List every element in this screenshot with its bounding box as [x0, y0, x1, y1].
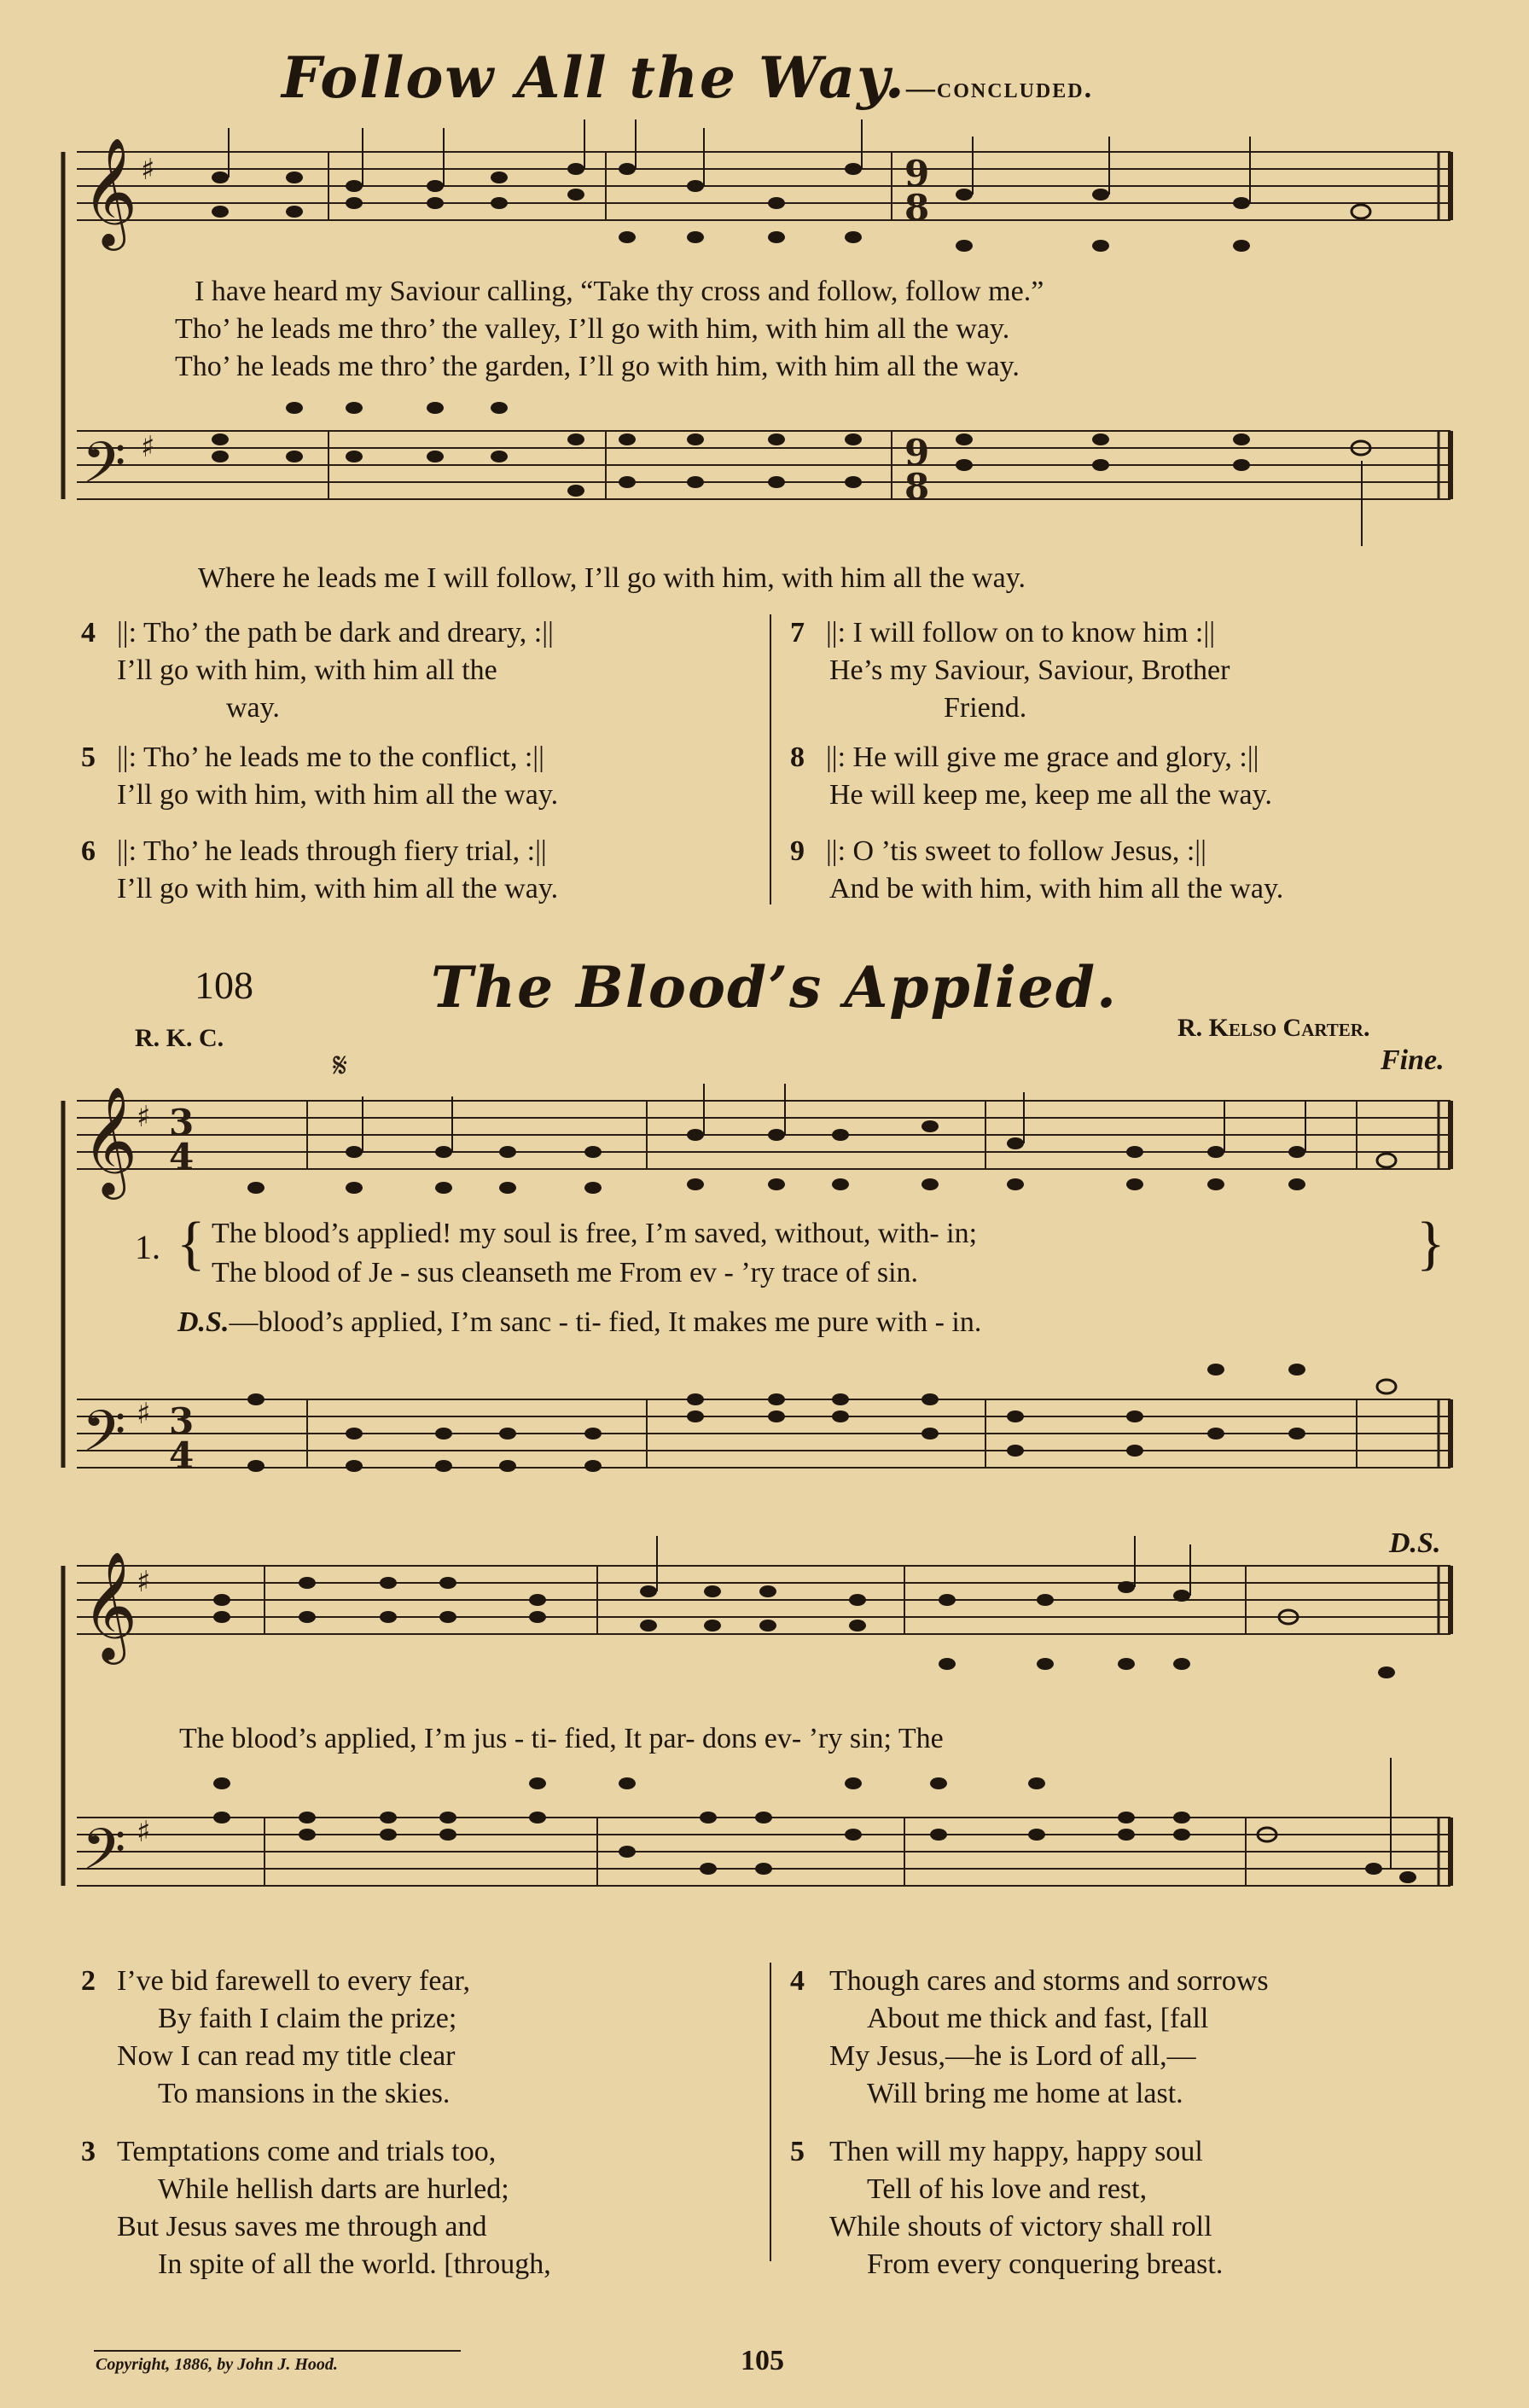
verse-line: I’ll go with him, with him all the way. [117, 873, 559, 904]
page-number: 105 [741, 2345, 784, 2376]
verse-line: Tell of his love and rest, [867, 2173, 1148, 2205]
hymn1-verse-7 [790, 614, 1230, 727]
hymn1-lyric-line-3: Tho’ he leads me thro’ the garden, I’ll go with him, with him all the way. [175, 351, 1020, 382]
verse-line: And be with him, with him all the way. [829, 873, 1284, 904]
verse-line: In spite of all the world. [through, [158, 2248, 551, 2280]
svg-text:♯: ♯ [137, 1397, 151, 1431]
hymn2-author-right: R. Kelso Carter. [1177, 1014, 1370, 1042]
verse-line: I’ve bid farewell to every fear, [117, 1965, 470, 1997]
hymn1-title: Follow All the Way. [282, 44, 906, 111]
verse-number: 2 [81, 1965, 96, 1997]
hymn2-verse-5 [790, 2133, 1223, 2283]
svg-text:𝄢: 𝄢 [82, 430, 126, 509]
verse-number: 7 [790, 617, 805, 649]
verse1-number: 1. [135, 1228, 160, 1266]
hymn2-title: The Blood’s Applied. [431, 954, 1118, 1021]
svg-text:3: 3 [169, 1400, 195, 1442]
hymn1-title-row [282, 44, 1305, 111]
ds-line-row [177, 1304, 981, 1341]
verse-line: My Jesus,—he is Lord of all,— [829, 2040, 1196, 2072]
hymn1-verse-6 [81, 833, 558, 908]
verse-line: While hellish darts are hurled; [158, 2173, 509, 2205]
right-brace: } [1416, 1211, 1445, 1277]
chorus-line: The blood’s applied, I’m jus - ti- fied, It par- dons ev- ’ry sin; The [179, 1723, 944, 1754]
verse-number: 9 [790, 835, 805, 867]
svg-text:♯: ♯ [137, 1815, 151, 1849]
copyright-notice: Copyright, 1886, by John J. Hood. [96, 2355, 338, 2374]
svg-text:3: 3 [169, 1102, 195, 1143]
verse-line: ||: O ’tis sweet to follow Jesus, :|| [826, 835, 1206, 867]
svg-text:8: 8 [904, 466, 930, 508]
svg-text:8: 8 [904, 187, 930, 229]
verse-line: But Jesus saves me through and [117, 2211, 487, 2242]
verse-number: 4 [81, 617, 96, 649]
verse-line: ||: Tho’ he leads through fiery trial, :|| [117, 835, 547, 867]
svg-text:𝄢: 𝄢 [82, 1399, 126, 1478]
svg-text:9: 9 [904, 153, 930, 195]
hymn2-verse-4 [790, 1963, 1269, 2113]
verse-line: ||: He will give me grace and glory, :|| [826, 742, 1259, 773]
verse1-line-a: The blood’s applied! my soul is free, I’m saved, without, with- in; [212, 1218, 978, 1249]
verse-line: ||: Tho’ he leads me to the conflict, :|| [117, 742, 544, 773]
verse-line: About me thick and fast, [fall [867, 2003, 1209, 2034]
hymn2-verse-3 [81, 2133, 551, 2283]
fine-marker: Fine. [1381, 1044, 1445, 1076]
ds-line: —blood’s applied, I’m sanc - ti- fied, It makes me pure with - in. [229, 1306, 982, 1338]
verse-line: By faith I claim the prize; [158, 2003, 457, 2034]
hymn1-verse-4 [81, 614, 554, 727]
hymn2-verse-2 [81, 1963, 470, 2113]
hymn2-number: 108 [195, 963, 253, 1007]
svg-text:𝄋: 𝄋 [333, 1046, 348, 1085]
svg-text:♯: ♯ [141, 153, 155, 187]
svg-text:4: 4 [169, 1434, 195, 1476]
verse-line: Will bring me home at last. [867, 2078, 1183, 2109]
staff-lines [77, 152, 1451, 220]
hymn1-lyric-bottom: Where he leads me I will follow, I’ll go with him, with him all the way. [198, 562, 1026, 594]
ds-marker: D.S. [1389, 1527, 1441, 1559]
verse-line: Then will my happy, happy soul [829, 2136, 1203, 2167]
verse-line: He’s my Saviour, Saviour, Brother [829, 654, 1230, 686]
svg-text:♯: ♯ [137, 1565, 151, 1599]
verse-line: I’ll go with him, with him all the way. [117, 779, 559, 811]
verse-number: 5 [790, 2136, 805, 2167]
left-brace: { [177, 1211, 206, 1277]
verse1-line-b: The blood of Je - sus cleanseth me From ev - ’ry trace of sin. [212, 1257, 919, 1288]
svg-text:♯: ♯ [137, 1100, 151, 1134]
verse-line: Though cares and storms and sorrows [829, 1965, 1269, 1997]
verse-line: To mansions in the skies. [158, 2078, 451, 2109]
hymn1-verse-8 [790, 739, 1272, 814]
verse-number: 3 [81, 2136, 96, 2167]
hymn1-lyric-line-1: I have heard my Saviour calling, “Take thy cross and follow, follow me.” [195, 276, 1044, 307]
hymn1-lyric-line-2: Tho’ he leads me thro’ the valley, I’ll go with him, with him all the way. [175, 313, 1010, 345]
ds-label: D.S. [177, 1306, 230, 1338]
svg-text:♯: ♯ [141, 430, 155, 464]
verse-number: 6 [81, 835, 96, 867]
verse-line: way. [226, 692, 280, 724]
hymn2-author-left: R. K. C. [135, 1024, 224, 1052]
verse-line: Now I can read my title clear [117, 2040, 456, 2072]
verse-line: Temptations come and trials too, [117, 2136, 497, 2167]
verse-line: ||: I will follow on to know him :|| [826, 617, 1215, 649]
hymn1-verse-9 [790, 833, 1283, 908]
svg-text:9: 9 [904, 432, 930, 474]
svg-text:4: 4 [169, 1136, 195, 1178]
verse-number: 4 [790, 1965, 805, 1997]
verse-line: From every conquering breast. [867, 2248, 1224, 2280]
svg-text:𝄢: 𝄢 [82, 1817, 126, 1896]
svg-text:𝄞: 𝄞 [82, 137, 138, 246]
svg-text:𝄞: 𝄞 [82, 1085, 138, 1195]
verse-line: He will keep me, keep me all the way. [829, 779, 1272, 811]
verse-line: I’ll go with him, with him all the [117, 654, 497, 686]
verse-number: 5 [81, 742, 96, 773]
verse-line: While shouts of victory shall roll [829, 2211, 1212, 2242]
verse-line: ||: Tho’ the path be dark and dreary, :|| [117, 617, 554, 649]
hymn1-title-suffix: —concluded. [905, 73, 1094, 104]
verse-line: Friend. [944, 692, 1027, 724]
svg-text:𝄞: 𝄞 [82, 1550, 138, 1660]
verse-number: 8 [790, 742, 805, 773]
hymn1-verse-5 [81, 739, 558, 814]
